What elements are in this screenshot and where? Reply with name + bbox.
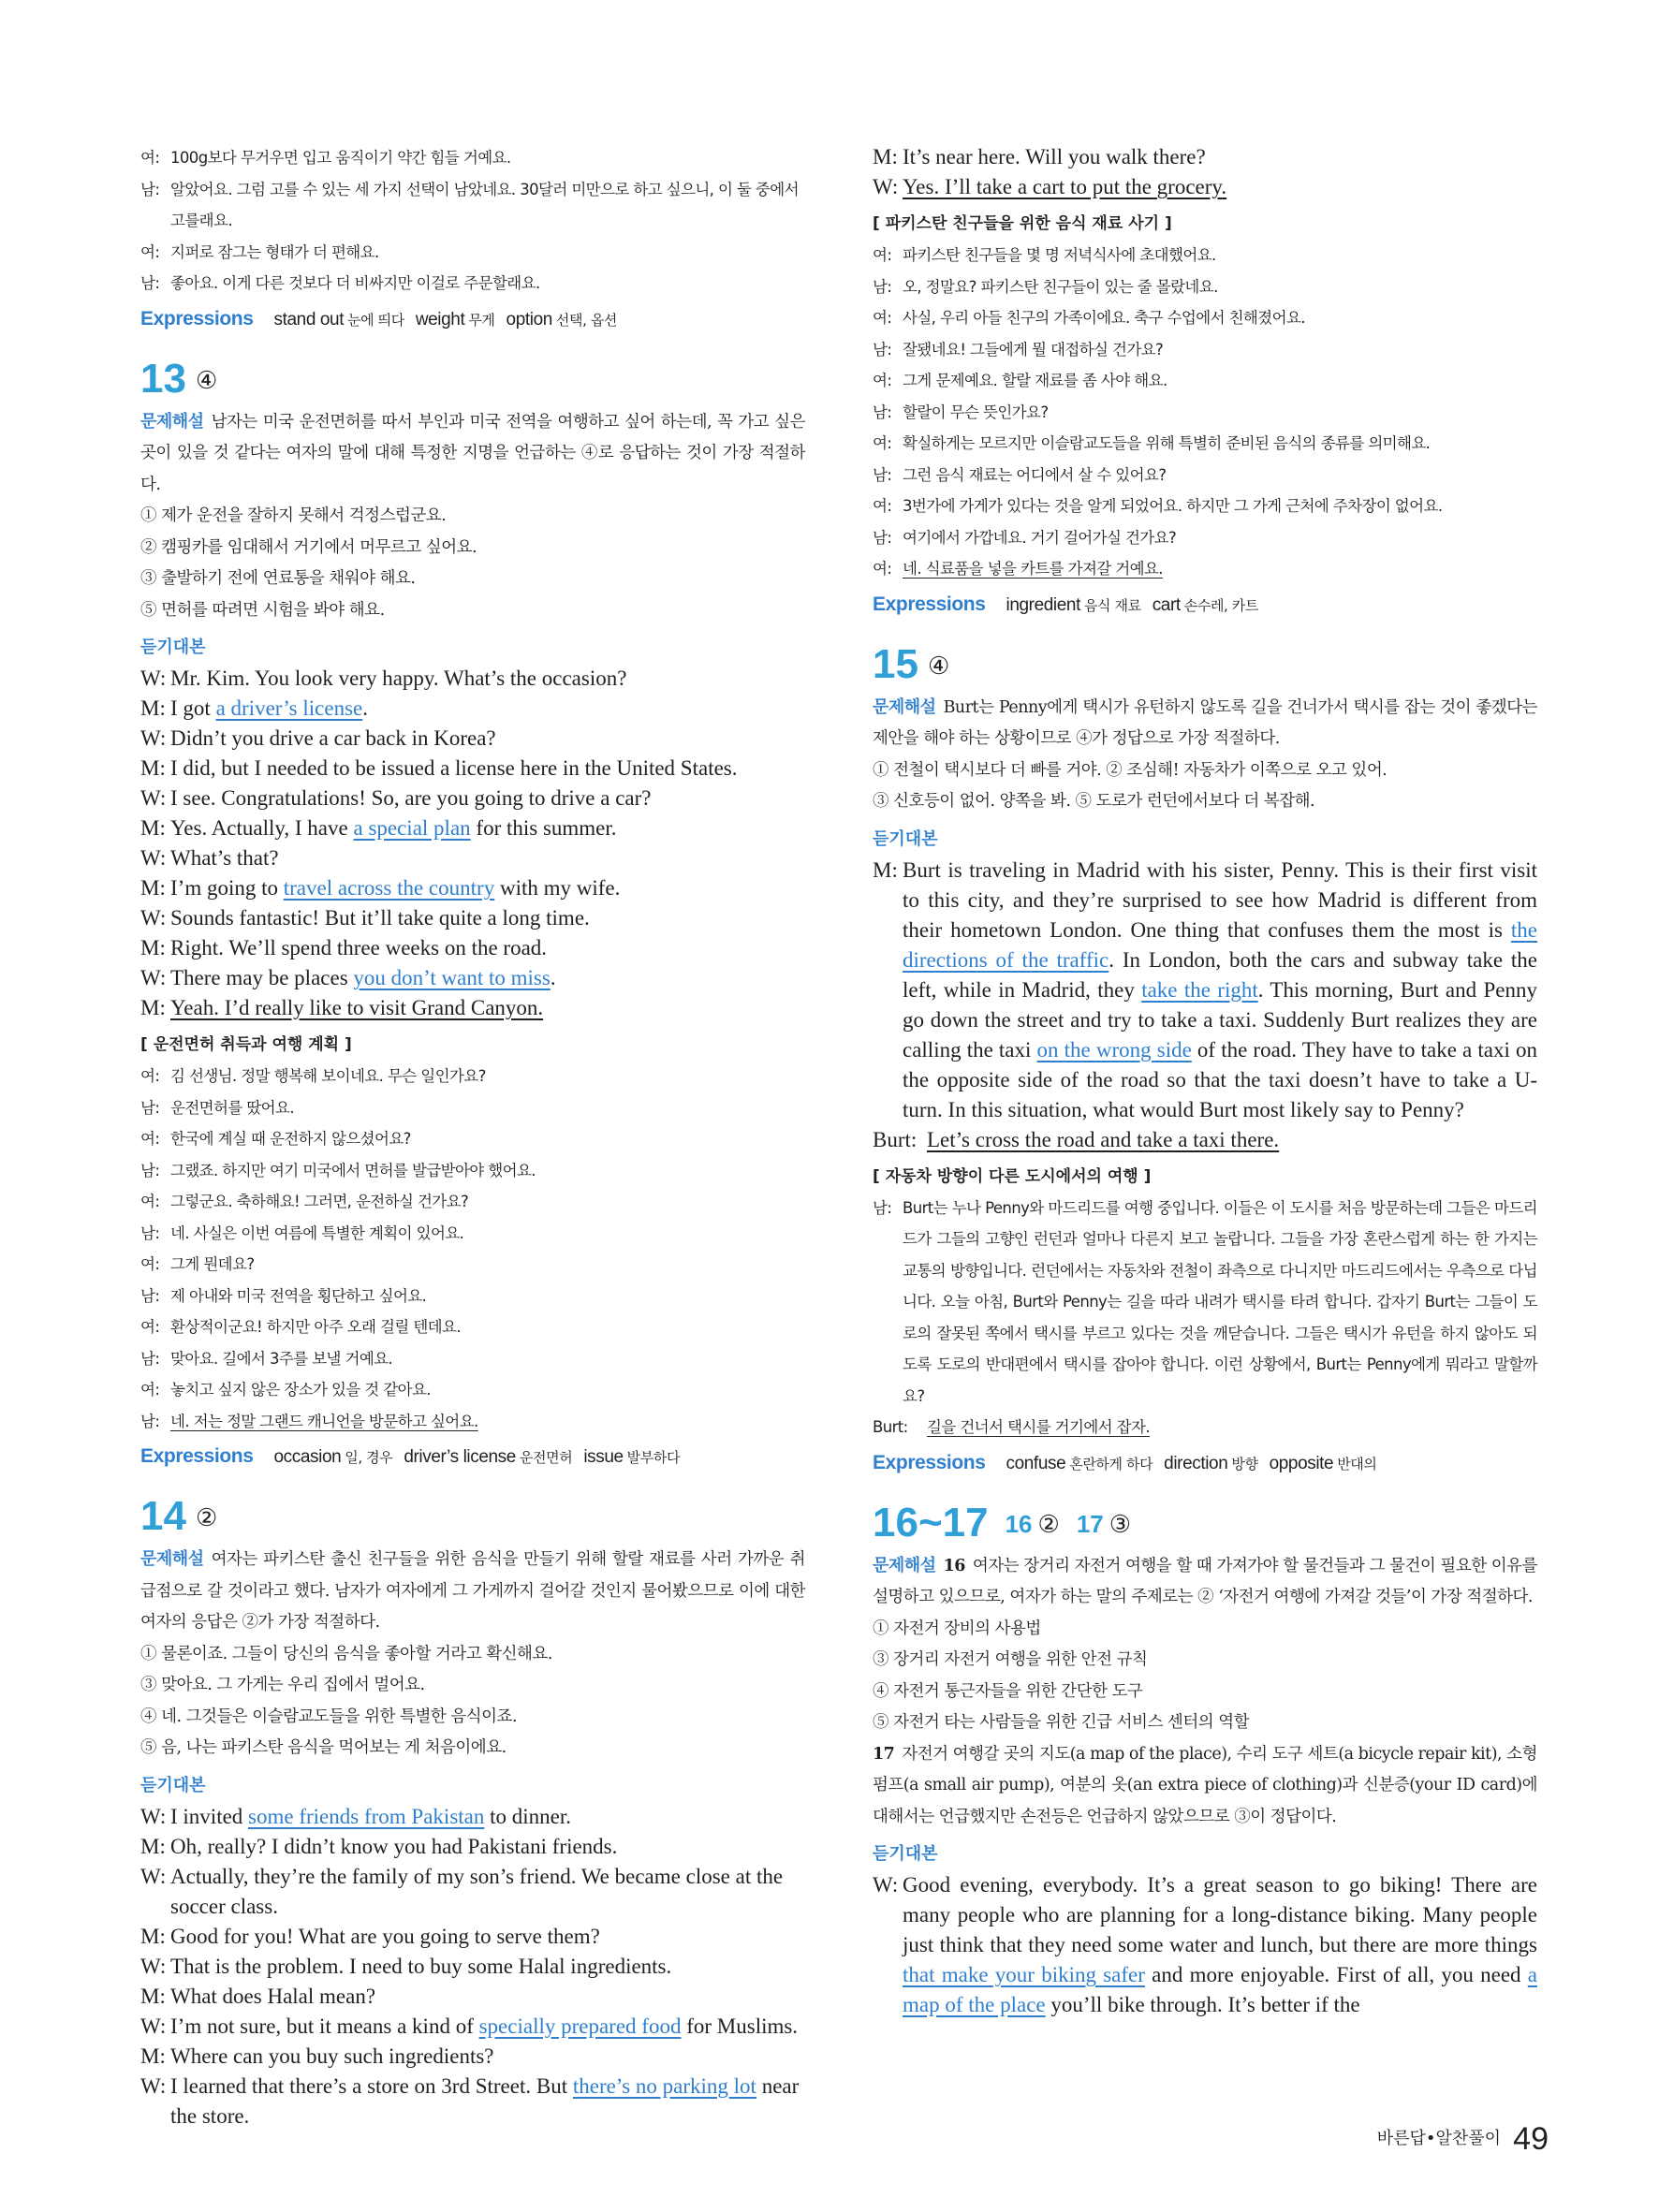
speaker-label: 여: xyxy=(140,1067,160,1085)
expression-meaning: 손수레, 카트 xyxy=(1183,596,1258,614)
right-column xyxy=(873,142,1537,2020)
sub-answer: ③ xyxy=(1108,1509,1132,1538)
script-line xyxy=(140,664,805,694)
translation-line xyxy=(873,334,1537,366)
script-line xyxy=(140,1982,805,2012)
script-text: I’m not sure, but it means a kind of xyxy=(170,2014,479,2038)
speaker-label: M: xyxy=(140,876,166,900)
translation-line xyxy=(140,1123,805,1155)
line-text: 할랄이 무슨 뜻인가요? xyxy=(903,403,1049,421)
sub-answer: ② xyxy=(1037,1509,1060,1538)
speaker-label: 여: xyxy=(873,309,892,327)
translation-line xyxy=(140,268,805,300)
question-number xyxy=(140,1490,805,1544)
script-text: . This morning, Burt and Penny go down the street and try to take a taxi. Suddenly Burt realizes they are calling the taxi xyxy=(903,977,1537,1062)
script-text: Good for you! What are you going to serve them? xyxy=(170,1924,600,1948)
script-text: Didn’t you drive a car back in Korea? xyxy=(170,726,496,750)
speaker-label: 남: xyxy=(140,274,160,292)
speaker-label: 여: xyxy=(140,1318,160,1336)
translation-paragraph xyxy=(873,1193,1537,1413)
answer-option: ③ 출발하기 전에 연료통을 채워야 해요. xyxy=(140,569,416,588)
expression-term: opposite xyxy=(1269,1453,1334,1473)
script-line xyxy=(140,2012,805,2042)
translation-line xyxy=(140,1218,805,1250)
script-line xyxy=(140,963,805,993)
monologue xyxy=(873,1870,1537,2020)
translation-line xyxy=(873,522,1537,554)
script-line xyxy=(140,993,805,1023)
answer-blank: specially prepared food xyxy=(478,2014,682,2038)
translation-line xyxy=(873,365,1537,397)
speaker-label: 여: xyxy=(873,372,892,389)
script-heading: 듣기대본 xyxy=(140,637,206,657)
script-text: What does Halal mean? xyxy=(170,1984,376,2008)
answer-option: ③ 장거리 자전거 여행을 위한 안전 규칙 xyxy=(873,1650,1148,1669)
explanation-tag: 문제해설 xyxy=(140,411,204,432)
script-text: Right. We’ll spend three weeks on the road. xyxy=(170,936,548,960)
script-line xyxy=(140,784,805,813)
translation-line xyxy=(140,237,805,269)
translation-line xyxy=(873,397,1537,429)
speaker-label: W: xyxy=(140,2073,167,2098)
script-text: I did, but I needed to be issued a license here in the United States. xyxy=(170,756,738,780)
line-text: 100g보다 무거우면 입고 움직이기 약간 힘들 거예요. xyxy=(170,149,511,167)
line-text: 네. 사실은 이번 여름에 특별한 계획이 있어요. xyxy=(170,1223,464,1242)
answer-blank: a driver’s license xyxy=(215,696,363,720)
line-text: 파키스탄 친구들을 몇 명 저녁식사에 초대했어요. xyxy=(903,246,1216,264)
expression-meaning: 발부하다 xyxy=(626,1449,681,1466)
speaker-label: Burt: xyxy=(873,1418,908,1436)
speaker-label: 남: xyxy=(873,528,892,547)
speaker-label: 남: xyxy=(873,340,892,359)
speaker-label: 남: xyxy=(140,1223,160,1242)
speaker-label: 여: xyxy=(140,242,160,261)
script-text: I learned that there’s a store on 3rd Street. But xyxy=(170,2073,573,2098)
speaker-label: 남: xyxy=(140,1286,160,1305)
sub-question xyxy=(1077,1510,1131,1538)
script-line xyxy=(140,694,805,724)
answer-option: ③ 신호등이 없어. 양쪽을 봐. ⑤ 도로가 런던에서보다 더 복잡해. xyxy=(873,792,1315,811)
speaker-label: W: xyxy=(140,966,167,989)
line-text: 여기에서 가깝네요. 거기 걸어가실 건가요? xyxy=(903,528,1177,547)
script-line xyxy=(140,1862,805,1922)
script-text: . xyxy=(550,966,556,989)
translation-line xyxy=(140,1406,805,1438)
speaker-label: 여: xyxy=(140,149,160,167)
script-heading: 듣기대본 xyxy=(873,1844,938,1864)
answer-option: ① 제가 운전을 잘하지 못해서 걱정스럽군요. xyxy=(140,506,447,525)
script-line xyxy=(140,873,805,903)
expression-term: ingredient xyxy=(1006,594,1080,615)
speaker-label: 남: xyxy=(873,1198,892,1217)
sub-question xyxy=(1006,1510,1060,1538)
line-text: 그게 뭔데요? xyxy=(170,1255,255,1273)
script-line xyxy=(140,1952,805,1982)
speaker-label: 여: xyxy=(873,246,892,264)
question-number xyxy=(140,353,805,406)
translation-line xyxy=(873,491,1537,522)
line-text: 그렇군요. 축하해요! 그러면, 운전하실 건가요? xyxy=(170,1193,469,1210)
expressions xyxy=(140,1441,805,1473)
script-text: near the store. xyxy=(170,2073,800,2128)
script-text: you’ll bike through. It’s better if the xyxy=(1045,1993,1360,2016)
answer-blank: you don’t want to miss xyxy=(353,966,551,989)
sub-number: 17 xyxy=(873,1744,895,1764)
answer-blank: on the wrong side xyxy=(1036,1037,1192,1062)
answer-option: ⑤ 음, 나는 파키스탄 음식을 먹어보는 게 처음이에요. xyxy=(140,1738,507,1757)
explanation xyxy=(140,1544,805,1639)
question-number xyxy=(873,638,1537,692)
speaker-label: M: xyxy=(140,1924,166,1948)
line-text: 알았어요. 그럼 고를 수 있는 세 가지 선택이 남았네요. 30달러 미만으로 하고 싶으니, 이 둘 중에서 고를래요. xyxy=(170,180,799,229)
script-text: Where can you buy such ingredients? xyxy=(170,2044,494,2068)
explanation-text: 자전거 여행갈 곳의 지도(a map of the place), 수리 도구 세트(a bicycle repair kit), 소형 펌프(a small air pump), 여분의 옷(an extra piece of clothing)과 신분증(your ID card)에 대해서는 언급했지만 손전등은 언급하지 않았으므로 ③이 정답이다. xyxy=(873,1744,1537,1826)
speaker-label: 여: xyxy=(873,434,892,452)
speaker-label: W: xyxy=(140,906,167,930)
translation-line xyxy=(140,1374,805,1406)
line-text: 맞아요. 길에서 3주를 보낼 거예요. xyxy=(170,1349,393,1368)
translation-line xyxy=(140,1281,805,1312)
speaker-label: 여: xyxy=(140,1381,160,1399)
answer-option: ① 물론이죠. 그들이 당신의 음식을 좋아할 거라고 확신해요. xyxy=(140,1644,552,1663)
script-text: Yes. I’ll take a cart to put the grocery. xyxy=(903,175,1227,198)
speaker-label: W: xyxy=(140,2014,167,2038)
line-text: 오, 정말요? 파키스탄 친구들이 있는 줄 몰랐네요. xyxy=(903,277,1218,296)
script-text: Yeah. I’d really like to visit Grand Canyon. xyxy=(170,996,544,1019)
translation-line xyxy=(873,1412,1537,1443)
explanation xyxy=(873,692,1537,755)
script-text: It’s near here. Will you walk there? xyxy=(903,145,1206,168)
answer-mark: ④ xyxy=(195,365,218,394)
line-text: 3번가에 가게가 있다는 것을 알게 되었어요. 하지만 그 가게 근처에 주차장이 없어요. xyxy=(903,497,1443,515)
expression-term: stand out xyxy=(273,309,345,330)
line-text: Burt는 누나 Penny와 마드리드를 여행 중입니다. 이들은 이 도시를 처음 방문하는데 그들은 마드리드가 그들의 고향인 런던과 얼마나 다른지 보고 놀랍니다. 그들을 가장 혼란스럽게 하는 한 가지는 교통의 방향입니다. 런던에서는 자동차와 전철이 좌측으로 다니지만 마드리드에서는 우측으로 다닙니다. 오늘 아침, Burt와 Penny는 길을 따라 내려가 택시를 타려 합니다. 갑자기 Burt는 그들이 도로의 잘못된 쪽에서 택시를 부르고 있다는 것을 깨닫습니다. 그들은 택시가 유턴을 하지 않아도 되도록 도로의 반대편에서 택시를 잡아야 합니다. 이런 상황에서, Burt는 Penny에게 뭐라고 말할까요? xyxy=(903,1198,1537,1405)
script-text: Oh, really? I didn’t know you had Pakistani friends. xyxy=(170,1834,618,1858)
speaker-label: M: xyxy=(140,756,166,780)
speaker-label: M: xyxy=(140,816,166,840)
answer-mark: ④ xyxy=(927,651,950,680)
expressions xyxy=(873,1447,1537,1480)
line-text: 제 아내와 미국 전역을 횡단하고 싶어요. xyxy=(170,1286,427,1305)
explanation-text: 남자는 미국 운전면허를 따서 부인과 미국 전역을 여행하고 싶어 하는데, 꼭 가고 싶은 곳이 있을 것 같다는 여자의 말에 대해 특정한 지명을 언급하는 ④로 응답하는 것이 가장 적절하다. xyxy=(140,412,805,494)
answer-option: ⑤ 자전거 타는 사람들을 위한 긴급 서비스 센터의 역할 xyxy=(873,1713,1250,1732)
script-text: for this summer. xyxy=(470,816,617,840)
left-column xyxy=(140,142,805,2131)
script-text: I see. Congratulations! So, are you going to drive a car? xyxy=(170,786,652,810)
translation-line xyxy=(873,553,1537,585)
script-text: Good evening, everybody. It’s a great season to go biking! There are many people who are planning for a long-distance biking. Many people just think that they need some water and lunch, but there are more things xyxy=(903,1873,1537,1956)
speaker-label: 여: xyxy=(140,1255,160,1273)
translation-line xyxy=(140,1343,805,1375)
sub-number: 16 xyxy=(943,1556,965,1575)
speaker-label: M: xyxy=(873,857,898,882)
speaker-label: M: xyxy=(140,696,166,720)
script-line xyxy=(140,903,805,933)
script-line xyxy=(140,2042,805,2072)
script-line xyxy=(140,1832,805,1862)
script-text: Burt is traveling in Madrid with his sister, Penny. This is their first visit to this city, and they’re surprised to see how Madrid is different from their hometown London. One thing that confuses them the most is xyxy=(903,857,1537,942)
line-text: 김 선생님. 정말 행복해 보이네요. 무슨 일인가요? xyxy=(170,1067,486,1085)
speaker-label: W: xyxy=(140,1864,167,1888)
speaker-label: 남: xyxy=(873,277,892,296)
line-text: 환상적이군요! 하지만 아주 오래 걸릴 텐데요. xyxy=(170,1318,461,1336)
expression-term: weight xyxy=(415,309,465,330)
answer-option: ① 자전거 장비의 사용법 xyxy=(873,1619,1041,1638)
speaker-label: 여: xyxy=(873,497,892,515)
speaker-label: W: xyxy=(873,1873,899,1897)
script-text: I invited xyxy=(170,1804,249,1828)
question-num: 13 xyxy=(140,355,186,402)
answer-option: ④ 네. 그것들은 이슬람교도들을 위한 특별한 음식이죠. xyxy=(140,1707,518,1726)
expressions-label: Expressions xyxy=(873,1451,986,1473)
question-num: 16~17 xyxy=(873,1499,989,1545)
script-text: There may be places xyxy=(170,966,354,989)
speaker-label: M: xyxy=(140,936,166,960)
line-text: 지퍼로 잠그는 형태가 더 편해요. xyxy=(170,242,379,261)
translation-line xyxy=(140,1092,805,1124)
explanation-text: Burt는 Penny에게 택시가 유턴하지 않도록 길을 건너가서 택시를 잡는 것이 좋겠다는 제안을 해야 하는 상황이므로 ④가 정답으로 가장 적절하다. xyxy=(873,697,1537,748)
line-text: 그랬죠. 하지만 여기 미국에서 면허를 발급받아야 했어요. xyxy=(170,1161,536,1179)
speaker-label: 남: xyxy=(140,1098,160,1117)
translation-line xyxy=(140,1155,805,1187)
translation-line xyxy=(140,1186,805,1218)
script-line xyxy=(140,1802,805,1832)
speaker-label: 남: xyxy=(140,1161,160,1179)
explanation-tag: 문제해설 xyxy=(873,1555,936,1575)
script-text: I got xyxy=(170,696,216,720)
expression-meaning: 음식 재료 xyxy=(1083,596,1141,614)
explanation-text: 여자는 파키스탄 출신 친구들을 위한 음식을 만들기 위해 할랄 재료를 사러 가까운 취급점으로 갈 것이라고 했다. 남자가 여자에게 그 가게까지 걸어갈 것인지 물어봤으므로 이에 대한 여자의 응답은 ②가 가장 적절하다. xyxy=(140,1550,805,1632)
script-line xyxy=(140,933,805,963)
translation-line xyxy=(873,302,1537,334)
translation-title: [ 파키스탄 친구들을 위한 음식 재료 사기 ] xyxy=(873,214,1172,233)
script-text: Mr. Kim. You look very happy. What’s the occasion? xyxy=(170,667,627,690)
speaker-label: 남: xyxy=(140,180,160,198)
translation-line xyxy=(140,1249,805,1281)
line-text: 네. 식료품을 넣을 카트를 가져갈 거예요. xyxy=(903,560,1163,578)
explanation xyxy=(873,1739,1537,1834)
footer-label: 바른답•알찬풀이 xyxy=(1376,2129,1502,2148)
answer-option: ④ 자전거 통근자들을 위한 간단한 도구 xyxy=(873,1681,1143,1701)
translation-line xyxy=(873,428,1537,460)
translation-line xyxy=(140,1061,805,1092)
expression-meaning: 무게 xyxy=(468,311,495,329)
translation-title: [ 운전면허 취득과 여행 계획 ] xyxy=(140,1035,352,1054)
answer-blank: take the right xyxy=(1141,977,1258,1002)
script-line xyxy=(140,843,805,873)
answer-blank: that make your biking safer xyxy=(903,1963,1145,1986)
sub-number: 17 xyxy=(1076,1509,1104,1538)
explanation-tag: 문제해설 xyxy=(140,1549,204,1569)
answer-option: ③ 맞아요. 그 가게는 우리 집에서 멀어요. xyxy=(140,1676,425,1694)
expression-meaning: 일, 경우 xyxy=(345,1449,393,1466)
line-text: 한국에 계실 때 운전하지 않으셨어요? xyxy=(170,1130,411,1148)
answer-option: ② 캠핑카를 임대해서 거기에서 머무르고 싶어요. xyxy=(140,537,477,557)
speaker-label: W: xyxy=(140,1954,167,1978)
speaker-label: W: xyxy=(140,1804,167,1828)
sub-number: 16 xyxy=(1005,1509,1033,1538)
translation-line xyxy=(873,460,1537,491)
script-line xyxy=(873,1125,1537,1155)
script-text: What’s that? xyxy=(170,846,279,870)
explanation-text: 여자는 장거리 자전거 여행을 할 때 가져가야 할 물건들과 그 물건이 필요한 이유를 설명하고 있으므로, 여자가 하는 말의 주제로는 ② ‘자전거 여행에 가져갈 것들’이 가장 적절하다. xyxy=(873,1556,1537,1606)
translation-line xyxy=(140,174,805,237)
explanation xyxy=(873,1550,1537,1614)
speaker-label: 여: xyxy=(140,1130,160,1148)
answer-blank: travel across the country xyxy=(283,876,495,900)
monologue xyxy=(873,856,1537,1125)
question-num: 14 xyxy=(140,1493,186,1539)
speaker-label: 남: xyxy=(873,465,892,484)
page-footer xyxy=(1377,2121,1549,2158)
script-text: to dinner. xyxy=(484,1804,572,1828)
script-line xyxy=(140,754,805,784)
translation-title: [ 자동차 방향이 다른 도시에서의 여행 ] xyxy=(873,1166,1152,1186)
script-heading: 듣기대본 xyxy=(873,828,938,849)
speaker-label: 남: xyxy=(873,403,892,421)
line-text: 그런 음식 재료는 어디에서 살 수 있어요? xyxy=(903,465,1167,484)
script-text: and more enjoyable. First of all, you need xyxy=(1144,1963,1528,1986)
expression-term: occasion xyxy=(273,1447,342,1467)
line-text: 네. 저는 정말 그랜드 캐니언을 방문하고 싶어요. xyxy=(170,1412,478,1430)
script-heading: 듣기대본 xyxy=(140,1775,206,1795)
answer-mark: ② xyxy=(195,1503,218,1531)
expressions xyxy=(873,589,1537,622)
line-text: 운전면허를 땄어요. xyxy=(170,1098,295,1117)
speaker-label: 여: xyxy=(873,560,892,578)
line-text: 좋아요. 이게 다른 것보다 더 비싸지만 이걸로 주문할래요. xyxy=(170,274,540,292)
answer-option: ⑤ 면허를 따려면 시험을 봐야 해요. xyxy=(140,600,385,620)
script-text: Actually, they’re the family of my son’s friend. We became close at the soccer class. xyxy=(170,1864,784,1918)
speaker-label: W: xyxy=(140,667,167,690)
answer-blank: a map of the place xyxy=(903,1963,1537,2016)
script-text: Sounds fantastic! But it’ll take quite a long time. xyxy=(170,906,590,930)
speaker-label: 남: xyxy=(140,1349,160,1368)
script-line xyxy=(140,724,805,754)
speaker-label: 남: xyxy=(140,1412,160,1430)
expression-term: direction xyxy=(1164,1453,1228,1473)
explanation-tag: 문제해설 xyxy=(873,696,936,717)
expression-meaning: 운전면허 xyxy=(519,1449,573,1466)
script-line xyxy=(140,813,805,843)
explanation xyxy=(140,406,805,502)
script-line xyxy=(873,142,1537,172)
speaker-label: Burt: xyxy=(873,1127,918,1151)
speaker-label: W: xyxy=(140,786,167,810)
expressions-label: Expressions xyxy=(873,593,986,615)
translation-line xyxy=(873,240,1537,271)
translation-line xyxy=(140,1311,805,1343)
question-number xyxy=(873,1497,1537,1550)
speaker-label: M: xyxy=(140,1984,166,2008)
speaker-label: W: xyxy=(140,726,167,750)
script-text: . xyxy=(362,696,368,720)
line-text: 사실, 우리 아들 친구의 가족이에요. 축구 수업에서 친해졌어요. xyxy=(903,309,1305,327)
expression-meaning: 방향 xyxy=(1231,1455,1258,1472)
script-line xyxy=(873,172,1537,202)
page-number: 49 xyxy=(1513,2121,1549,2157)
expression-term: issue xyxy=(583,1447,624,1467)
speaker-label: W: xyxy=(140,846,167,870)
script-text: of the road. They have to take a taxi on the opposite side of the road so that the taxi doesn’t have to take a U-turn. In this situation, what would Burt most likely say to Penny? xyxy=(903,1037,1537,1121)
script-text: That is the problem. I need to buy some Halal ingredients. xyxy=(170,1954,672,1978)
answer-blank: there’s no parking lot xyxy=(572,2073,756,2098)
expressions-label: Expressions xyxy=(140,1445,254,1467)
script-text: Yes. Actually, I have xyxy=(170,816,354,840)
answer-line: Let’s cross the road and take a taxi there. xyxy=(927,1127,1280,1151)
translation-line xyxy=(140,142,805,174)
expressions xyxy=(140,303,805,336)
script-text: . In London, both the cars and subway take the left, while in Madrid, they xyxy=(903,947,1538,1002)
expression-term: confuse xyxy=(1006,1453,1066,1473)
line-text: 길을 건너서 택시를 거기에서 잡자. xyxy=(927,1418,1150,1436)
script-text: I’m going to xyxy=(170,876,284,900)
speaker-label: M: xyxy=(140,2044,166,2068)
speaker-label: M: xyxy=(140,1834,166,1858)
script-line xyxy=(140,1922,805,1952)
line-text: 잘됐네요! 그들에게 뭘 대접하실 건가요? xyxy=(903,340,1164,359)
expression-meaning: 반대의 xyxy=(1337,1455,1377,1472)
expressions-label: Expressions xyxy=(140,307,254,330)
answer-blank: some friends from Pakistan xyxy=(248,1804,485,1828)
speaker-label: M: xyxy=(140,996,166,1019)
expression-meaning: 눈에 띄다 xyxy=(347,311,404,329)
line-text: 확실하게는 모르지만 이슬람교도들을 위해 특별히 준비된 음식의 종류를 의미해요. xyxy=(903,434,1431,452)
line-text: 놓치고 싶지 않은 장소가 있을 것 같아요. xyxy=(170,1381,431,1399)
script-line xyxy=(140,2072,805,2131)
speaker-label: M: xyxy=(873,145,898,168)
expression-meaning: 선택, 옵션 xyxy=(555,311,618,329)
question-num: 15 xyxy=(873,640,918,687)
translation-line xyxy=(873,271,1537,303)
line-text: 그게 문제예요. 할랄 재료를 좀 사야 해요. xyxy=(903,372,1167,389)
expression-term: driver’s license xyxy=(404,1447,516,1467)
expression-term: option xyxy=(506,309,552,330)
speaker-label: 여: xyxy=(140,1193,160,1210)
expression-meaning: 혼란하게 하다 xyxy=(1069,1455,1153,1472)
answer-blank: a special plan xyxy=(353,816,471,840)
answer-blank: the directions of the traffic xyxy=(903,917,1537,972)
script-text: with my wife. xyxy=(494,876,621,900)
expression-term: cart xyxy=(1152,594,1181,615)
speaker-label: W: xyxy=(873,175,899,198)
answer-option: ① 전철이 택시보다 더 빠를 거야. ② 조심해! 자동차가 이쪽으로 오고 있어. xyxy=(873,760,1387,780)
script-text: for Muslims. xyxy=(681,2014,799,2038)
